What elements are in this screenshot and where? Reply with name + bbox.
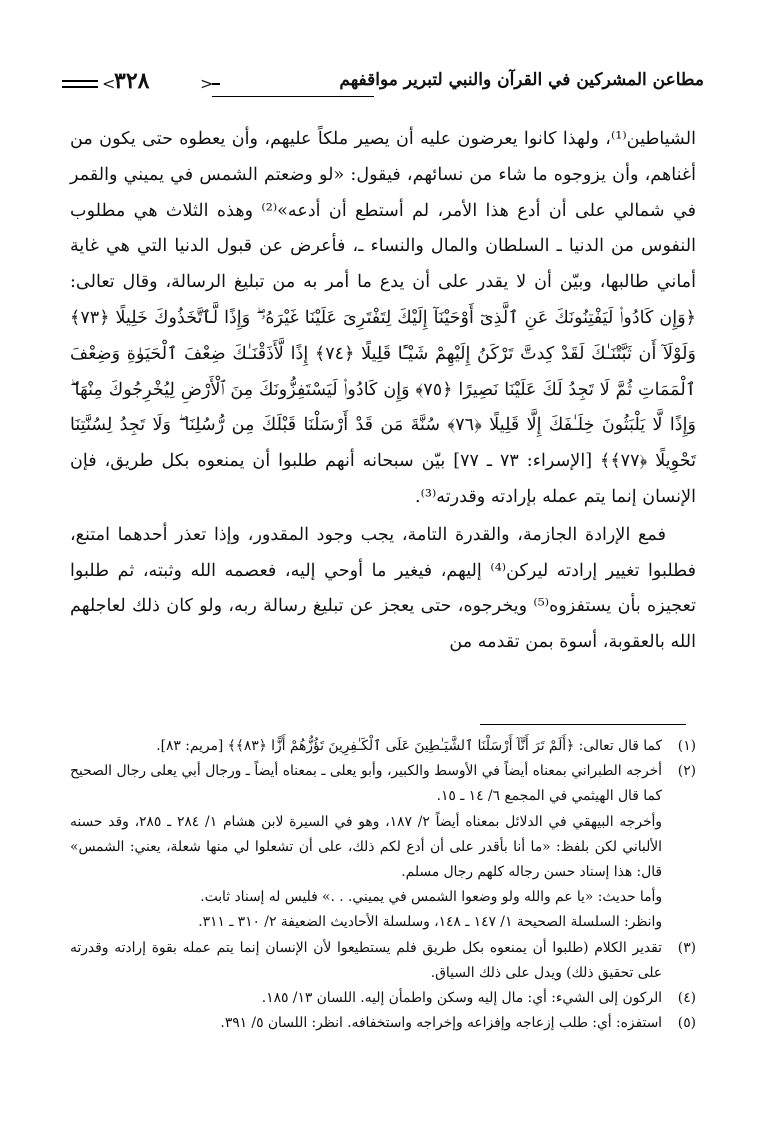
footnote-text: وانظر: السلسلة الصحيحة ١/ ١٤٧ ـ ١٤٨، وسلسلة الأحاديث الضعيفة ٢/ ٣١٠ ـ ٣١١. <box>198 914 662 931</box>
footnote-text: تقدير الكلام (طلبوا أن يمنعوه بكل طريق فلم يستطيعوا لأن الإنسان إنما يتم عمله بقوة إرادته وقدرته على تحقيق ذلك) ويدل على ذلك السياق. <box>70 939 662 981</box>
page-number-left-bracket: < <box>102 74 116 93</box>
page-header <box>62 68 704 102</box>
footnote-text: أخرجه الطبراني بمعناه أيضاً في الأوسط والكبير، وأبو يعلى ـ بمعناه أيضاً ـ ورجال أبي يعلى رجال الصحيح كما قال الهيثمي في المجمع ٦/ ١٤ ـ ١٥. <box>70 763 662 805</box>
footnote-number: (٢) <box>677 763 696 780</box>
main-text <box>70 122 696 661</box>
footnote-4 <box>70 986 696 1011</box>
footnote-text: الركون إلى الشيء: أي: مال إليه وسكن واطمأن إليه. اللسان ١٣/ ١٨٥. <box>261 990 662 1007</box>
footnote-number: (٤) <box>677 990 696 1007</box>
paragraph-1: الشياطين⁽¹⁾، ولهذا كانوا يعرضون عليه أن يصير ملكاً عليهم، وأن يعطوه حتى يكون من أغناهم، وأن يزوجوه ما شاء من نسائهم، فيقول: «لو وضعتم الشمس في يميني والقمر في شمالي على أن أدع هذا الأمر، لم أستطع أن أدعه»⁽²⁾ وهذه الثلاث هي مطلوب النفوس من الدنيا ـ السلطان والمال والنساء ـ، فأعرض عن قبول الدنيا التي هي غاية أماني طالبها، وبيّن أن لا يقدر على أن يدع ما أمر به من تبليغ الرسالة، وقال تعالى: ﴿وَإِن كَادُوا۟ لَيَفْتِنُونَكَ عَنِ ٱلَّذِىٓ أَوْحَيْنَآ إِلَيْكَ لِتَفْتَرِىَ عَلَيْنَا غَيْرَهُۥ ۖ وَإِذًا لَّٱتَّخَذُوكَ خَلِيلًا ﴿٧٣﴾ وَلَوْلَآ أَن ثَبَّتْنَـٰكَ لَقَدْ كِدتَّ تَرْكَنُ إِلَيْهِمْ شَيْـًٔا قَلِيلًا ﴿٧٤﴾ إِذًا لَّأَذَقْنَـٰكَ ضِعْفَ ٱلْحَيَوٰةِ وَضِعْفَ ٱلْمَمَاتِ ثُمَّ لَا تَجِدُ لَكَ عَلَيْنَا نَصِيرًا ﴿٧٥﴾ وَإِن كَادُوا۟ لَيَسْتَفِزُّونَكَ مِنَ ٱلْأَرْضِ لِيُخْرِجُوكَ مِنْهَا ۖ وَإِذًا لَّا يَلْبَثُونَ خِلَـٰفَكَ إِلَّا قَلِيلًا ﴿٧٦﴾ سُنَّةَ مَن قَدْ أَرْسَلْنَا قَبْلَكَ مِن رُّسُلِنَا ۖ وَلَا تَجِدُ لِسُنَّتِنَا تَحْوِيلًا ﴿٧٧﴾﴾ [الإسراء: ٧٣ ـ ٧٧] بيّن سبحانه أنهم طلبوا أن يمنعوه بكل طريق، فإن الإنسان إنما يتم عمله بإرادته وقدرته⁽³⁾. <box>70 129 697 507</box>
header-double-rule-top <box>62 80 98 82</box>
running-title: مطاعن المشركين في القرآن والنبي لتبرير مواقفهم <box>339 70 704 90</box>
footnote-text: وأخرجه البيهقي في الدلائل بمعناه أيضاً ٢/ ١٨٧، وهو في السيرة لابن هشام ١/ ٢٨٤ ـ ٢٨٥، وقد حسنه الألباني لكن بلفظ: «ما أنا بأقدر على أن أدع لكم ذلك، على أن تشعلوا لي منها شعلة، يعني: الشمس» قال: هذا إسناد حسن رجاله كلهم رجال مسلم. <box>70 813 662 881</box>
page-number: ٣٢٨ <box>114 68 150 94</box>
footnote-number: (٣) <box>677 939 696 956</box>
footnote-1 <box>70 734 696 759</box>
header-rule <box>212 96 374 97</box>
page-number-right-bracket: > <box>200 74 214 93</box>
footnote-5 <box>70 1011 696 1036</box>
footnotes <box>70 734 696 1036</box>
footnote-2 <box>70 759 696 935</box>
header-double-rule-bottom <box>62 86 98 88</box>
footnote-text: كما قال تعالى: ﴿أَلَمْ تَرَ أَنَّآ أَرْسَلْنَا ٱلشَّيَـٰطِينَ عَلَى ٱلْكَـٰفِرِينَ تَؤُزُّهُمْ أَزًّا ﴿٨٣﴾﴾ [مريم: ٨٣]. <box>156 738 662 754</box>
footnote-separator <box>480 724 686 725</box>
footnote-number: (١) <box>677 738 696 754</box>
footnote-number: (٥) <box>677 1015 696 1032</box>
header-short-rule <box>212 83 220 85</box>
footnote-text: وأما حديث: «يا عم والله ولو وضعوا الشمس في يميني. . .» فليس له إسناد ثابت. <box>200 889 662 906</box>
paragraph-2: فمع الإرادة الجازمة، والقدرة التامة، يجب وجود المقدور، وإذا تعذر أحدهما امتنع، فطلبوا تغيير إرادته ليركن⁽⁴⁾ إليهم، فيغير ما أوحي إليه، فعصمه الله وثبته، ثم طلبوا تعجيزه بأن يستفزوه⁽⁵⁾ ويخرجوه، حتى يعجز عن تبليغ رسالة ربه، ولو كان ذلك لعاجلهم الله بالعقوبة، أسوة بمن تقدمه من <box>70 524 696 653</box>
footnote-3 <box>70 936 696 986</box>
footnote-text: استفزه: أي: طلب إزعاجه وإفزاعه وإخراجه واستخفافه. انظر: اللسان ٥/ ٣٩١. <box>220 1015 662 1032</box>
